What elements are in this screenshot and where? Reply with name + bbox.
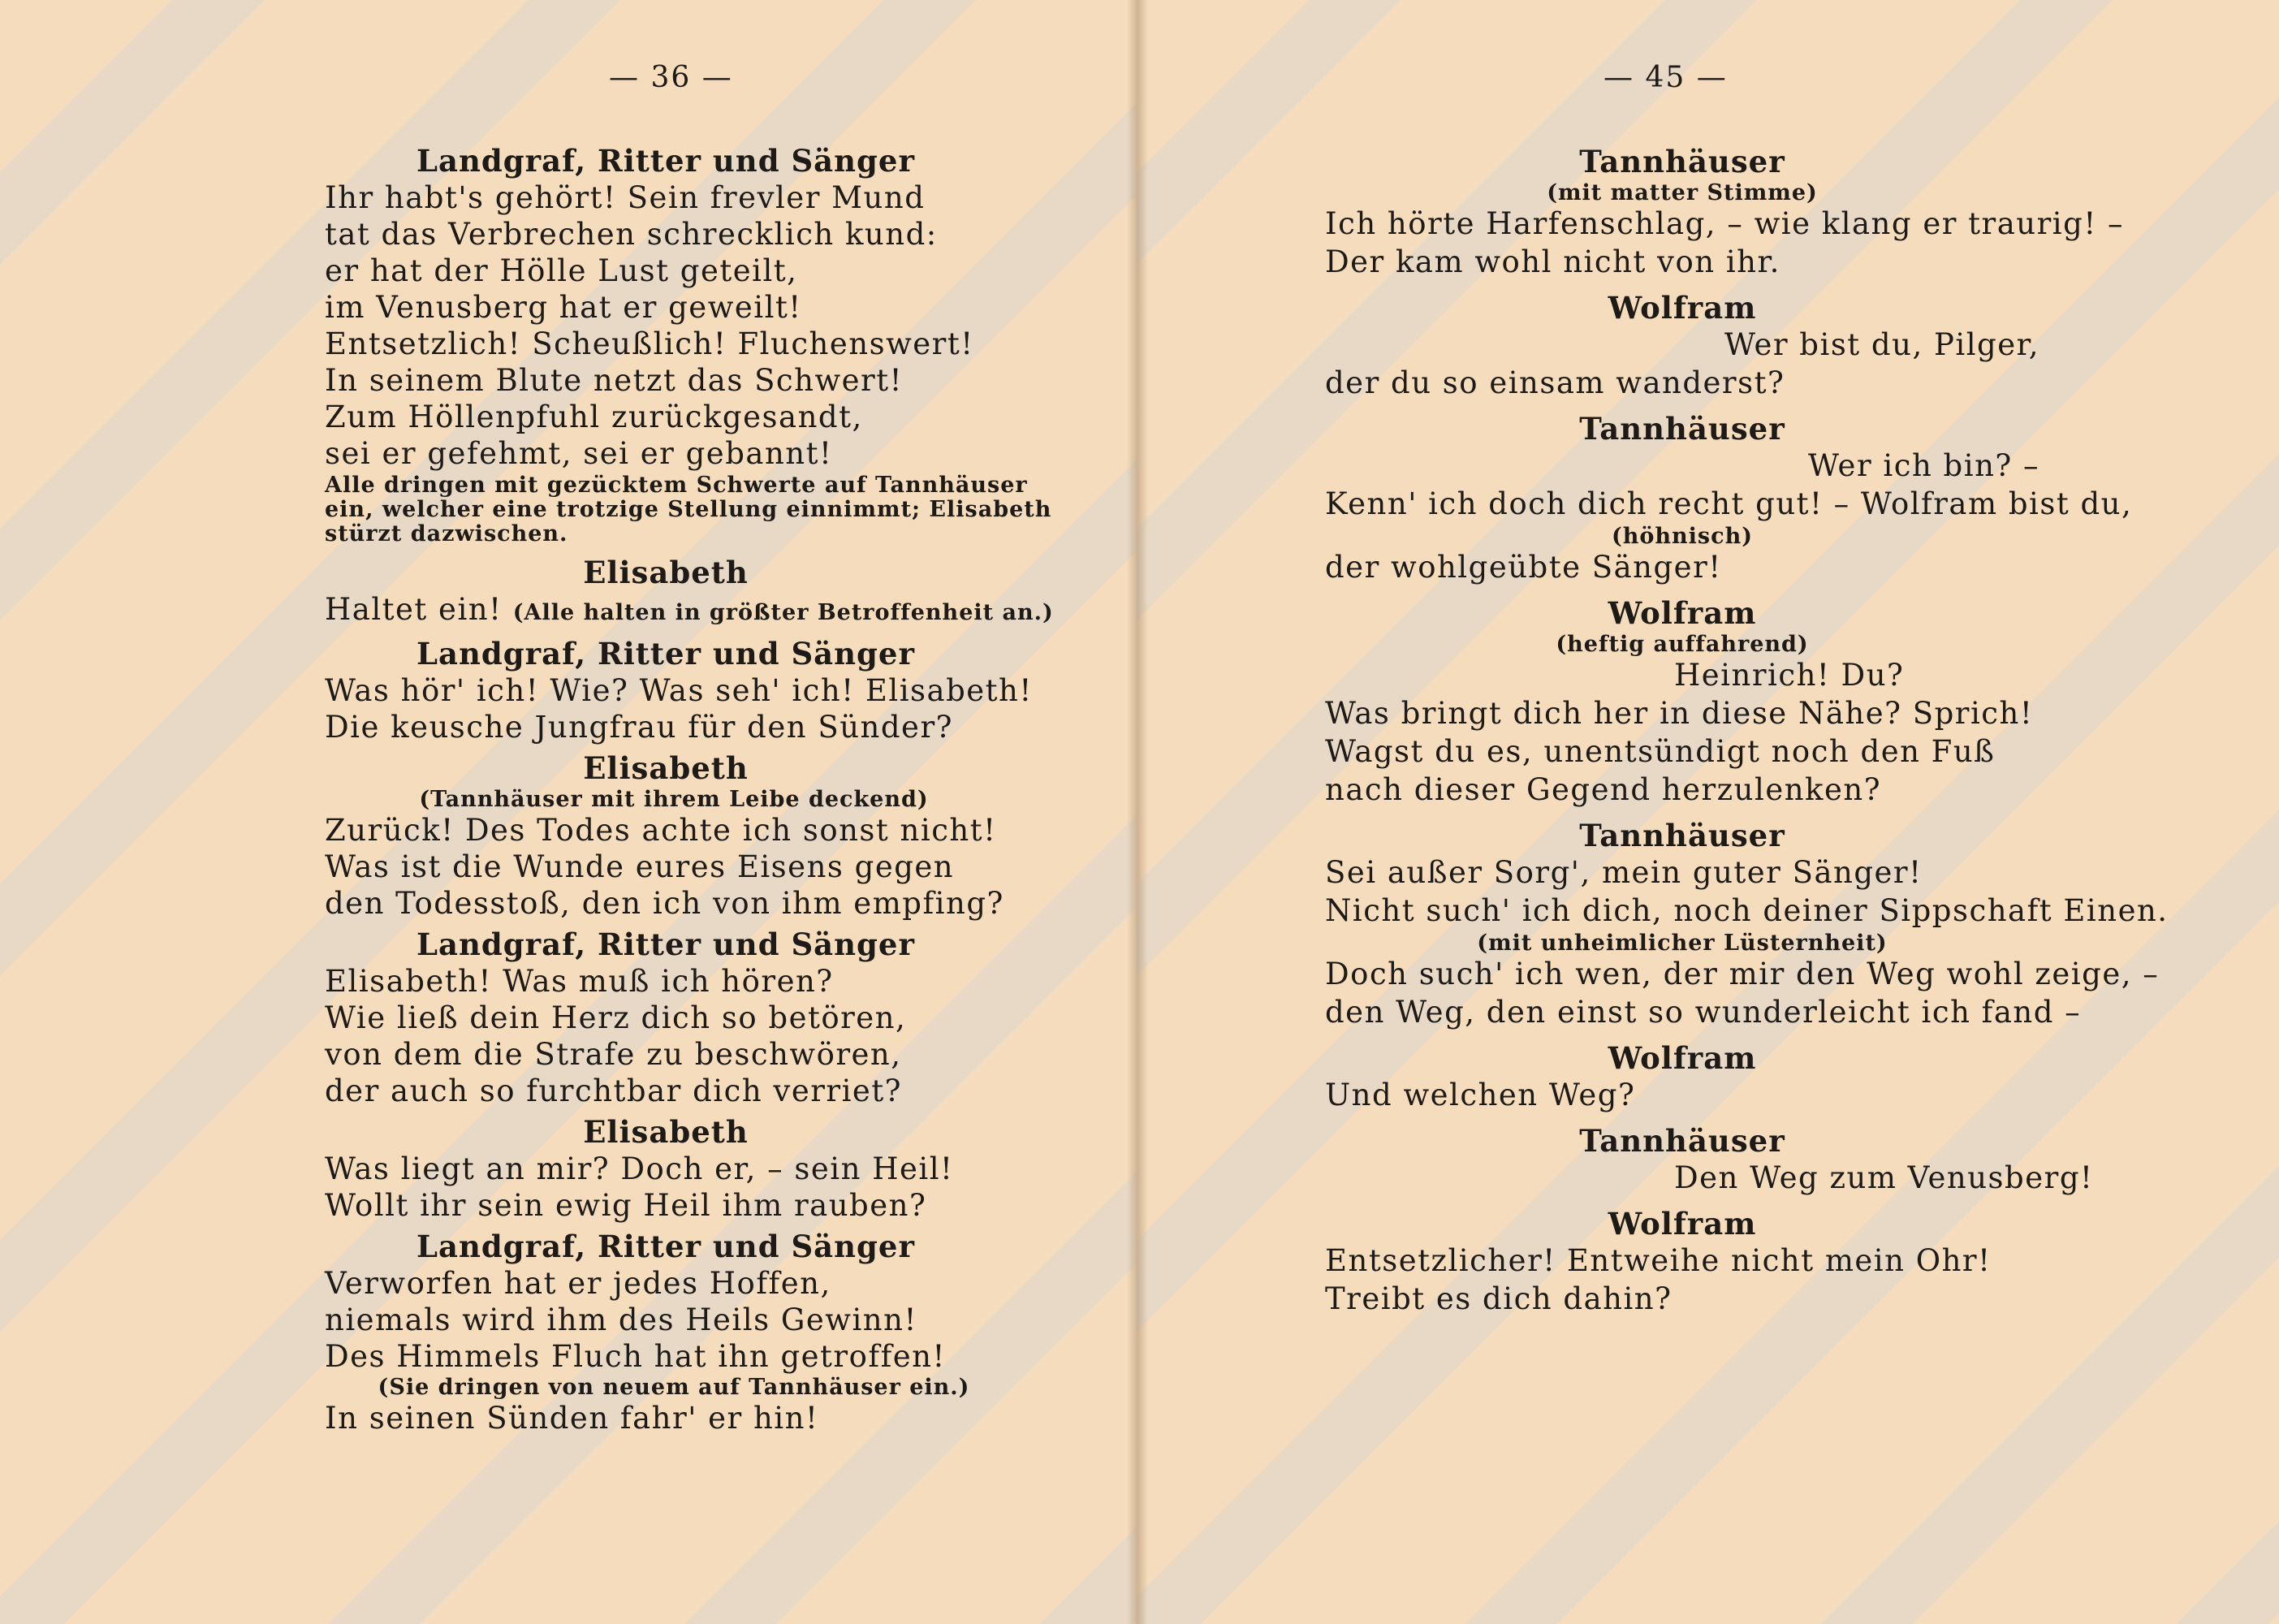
stage-direction [325, 473, 1052, 546]
verse-text: niemals wird ihm des Heils Gewinn! [325, 1302, 917, 1337]
speaker-name: Elisabeth [583, 750, 749, 786]
speaker-name: Tannhäuser [1579, 411, 1785, 447]
verse-text: von dem die Strafe zu beschwören, [325, 1037, 902, 1072]
verse-line [325, 289, 1023, 326]
verse-text: im Venusberg hat er geweilt! [325, 290, 802, 325]
verse-text: er hat der Hölle Lust geteilt, [325, 253, 798, 288]
verse-line [325, 709, 1023, 745]
verse-text: Entsetzlicher! Entweihe nicht mein Ohr! [1325, 1243, 1992, 1278]
verse-text: Treibt es dich dahin? [1325, 1281, 1673, 1316]
verse-text: Ich hörte Harfenschlag, – wie klang er traurig! – [1325, 206, 2124, 241]
verse-line [325, 1265, 1023, 1302]
verse-text: Des Himmels Fluch hat ihn getroffen! [325, 1339, 946, 1374]
verse-text: Elisabeth! Was muß ich hören? [325, 964, 834, 999]
verse-line [1325, 854, 2039, 891]
stage-direction: (höhnisch) [1612, 524, 1753, 549]
verse-text: nach dieser Gegend herzulenken? [1325, 772, 1882, 807]
right-page [1137, 0, 2279, 1624]
verse-text: Haltet ein! [325, 592, 503, 627]
speaker-name: Tannhäuser [1579, 818, 1785, 853]
verse-line [325, 1187, 1023, 1224]
speaker-name: Landgraf, Ritter und Sänger [417, 143, 915, 179]
page-text [325, 138, 1054, 1436]
stage-direction: (mit matter Stimme) [1547, 180, 1818, 205]
page-number: — 45 — [1604, 61, 1728, 94]
stage-direction-line: Alle dringen mit gezücktem Schwerte auf Tannhäuser [325, 473, 1028, 498]
verse-line [1325, 956, 2160, 992]
verse-line [1325, 365, 2039, 401]
speaker-name: Landgraf, Ritter und Sänger [417, 926, 915, 962]
verse-line [1325, 1242, 2039, 1279]
verse-text: Was bringt dich her in diese Nähe? Sprich! [1325, 696, 2034, 731]
speaker-name: Elisabeth [583, 555, 749, 590]
verse-line [325, 326, 1023, 362]
verse-line [325, 849, 1023, 885]
verse-text: Verworfen hat er jedes Hoffen, [325, 1266, 831, 1301]
verse-line [325, 1338, 1023, 1375]
verse-line [325, 216, 1023, 253]
verse-line [1325, 695, 2039, 732]
verse-text: Und welchen Weg? [1325, 1078, 1636, 1112]
verse-line [1325, 244, 2039, 280]
verse-text: tat das Verbrechen schrecklich kund: [325, 217, 938, 252]
verse-line [325, 362, 1023, 399]
verse-text: Was ist die Wunde eures Eisens gegen [325, 849, 955, 884]
verse-line [325, 253, 1023, 289]
verse-line [325, 399, 1023, 435]
verse-line [325, 885, 1023, 922]
verse-line [1325, 733, 2039, 770]
verse-line: Wer bist du, Pilger, [1724, 327, 2039, 362]
verse-line [1325, 549, 2039, 585]
verse-text: der wohlgeübte Sänger! [1325, 550, 1722, 585]
verse-line [1325, 994, 2082, 1030]
stage-direction-line: ein, welcher eine trotzige Stellung einnimmt; Elisabeth [325, 497, 1052, 522]
verse-line [1325, 771, 2039, 808]
stage-direction: (mit unheimlicher Lüsternheit) [1477, 931, 1888, 956]
speaker-name: Elisabeth [583, 1114, 749, 1150]
verse-text: In seinen Sünden fahr' er hin! [325, 1401, 819, 1436]
verse-line [325, 591, 1054, 631]
verse-line [1325, 892, 2169, 929]
verse-text: Wie ließ dein Herz dich so betören, [325, 1000, 907, 1035]
verse-line [325, 1036, 1023, 1073]
speaker-name: Landgraf, Ritter und Sänger [417, 636, 915, 672]
verse-line [325, 1302, 1023, 1338]
verse-text: Ihr habt's gehört! Sein frevler Mund [325, 180, 926, 215]
verse-line [325, 179, 1023, 216]
stage-direction: (Tannhäuser mit ihrem Leibe deckend) [419, 787, 929, 812]
left-page [0, 0, 1137, 1624]
verse-text: Wagst du es, unentsündigt noch den Fuß [1325, 734, 1996, 769]
verse-line [325, 963, 1023, 1000]
book-gutter [1127, 0, 1148, 1624]
verse-text: Wollt ihr sein ewig Heil ihm rauben? [325, 1188, 927, 1223]
verse-line [1325, 1077, 2039, 1113]
verse-text: In seinem Blute netzt das Schwert! [325, 363, 903, 398]
verse-line [325, 1151, 1023, 1187]
verse-line [325, 435, 1023, 472]
verse-text: Zum Höllenpfuhl zurückgesandt, [325, 400, 863, 434]
verse-line: Wer ich bin? – [1808, 448, 2039, 483]
verse-text: sei er gefehmt, sei er gebannt! [325, 436, 833, 471]
speaker-name: Tannhäuser [1579, 1123, 1785, 1159]
verse-line [1325, 205, 2124, 242]
speaker-name: Wolfram [1608, 290, 1757, 326]
speaker-name: Landgraf, Ritter und Sänger [417, 1229, 915, 1264]
verse-line [325, 812, 1023, 849]
verse-line [325, 1000, 1023, 1036]
verse-line [325, 672, 1033, 709]
verse-text: der du so einsam wanderst? [1325, 365, 1785, 400]
page-number: — 36 — [609, 61, 733, 94]
stage-direction: (heftig auffahrend) [1556, 632, 1809, 657]
speaker-name: Wolfram [1608, 595, 1757, 631]
verse-line [1325, 1281, 2039, 1317]
verse-text: Die keusche Jungfrau für den Sünder? [325, 710, 953, 745]
verse-text: Der kam wohl nicht von ihr. [1325, 244, 1780, 279]
verse-line [325, 1073, 1023, 1109]
verse-text: Was liegt an mir? Doch er, – sein Heil! [325, 1151, 954, 1186]
verse-text: der auch so furchtbar dich verriet? [325, 1073, 903, 1108]
verse-text: Sei außer Sorg', mein guter Sänger! [1325, 855, 1923, 890]
verse-line: Den Weg zum Venusberg! [1674, 1160, 2094, 1195]
speaker-name: Wolfram [1608, 1040, 1757, 1076]
page-text [1325, 134, 2169, 1319]
speaker-name: Wolfram [1608, 1206, 1757, 1242]
verse-text: den Weg, den einst so wunderleicht ich fand – [1325, 995, 2082, 1030]
verse-text: Kenn' ich doch dich recht gut! – Wolfram bist du, [1325, 486, 2133, 521]
verse-text: den Todesstoß, den ich von ihm empfing? [325, 886, 1004, 921]
speaker-name: Tannhäuser [1579, 144, 1785, 179]
stage-direction: (Alle halten in größter Betroffenheit an.) [512, 600, 1054, 625]
verse-text: Entsetzlich! Scheußlich! Fluchenswert! [325, 326, 974, 361]
stage-direction-line: stürzt dazwischen. [325, 521, 568, 546]
verse-text: Nicht such' ich dich, noch deiner Sippschaft Einen. [1325, 893, 2169, 928]
verse-text: Was hör' ich! Wie? Was seh' ich! Elisabeth! [325, 673, 1033, 708]
verse-line: Heinrich! Du? [1674, 658, 1905, 693]
verse-text: Doch such' ich wen, der mir den Weg wohl zeige, – [1325, 957, 2160, 991]
verse-line [1325, 486, 2133, 522]
verse-line [325, 1400, 1023, 1436]
verse-text: Zurück! Des Todes achte ich sonst nicht! [325, 813, 997, 848]
stage-direction: (Sie dringen von neuem auf Tannhäuser ein.) [378, 1375, 970, 1400]
